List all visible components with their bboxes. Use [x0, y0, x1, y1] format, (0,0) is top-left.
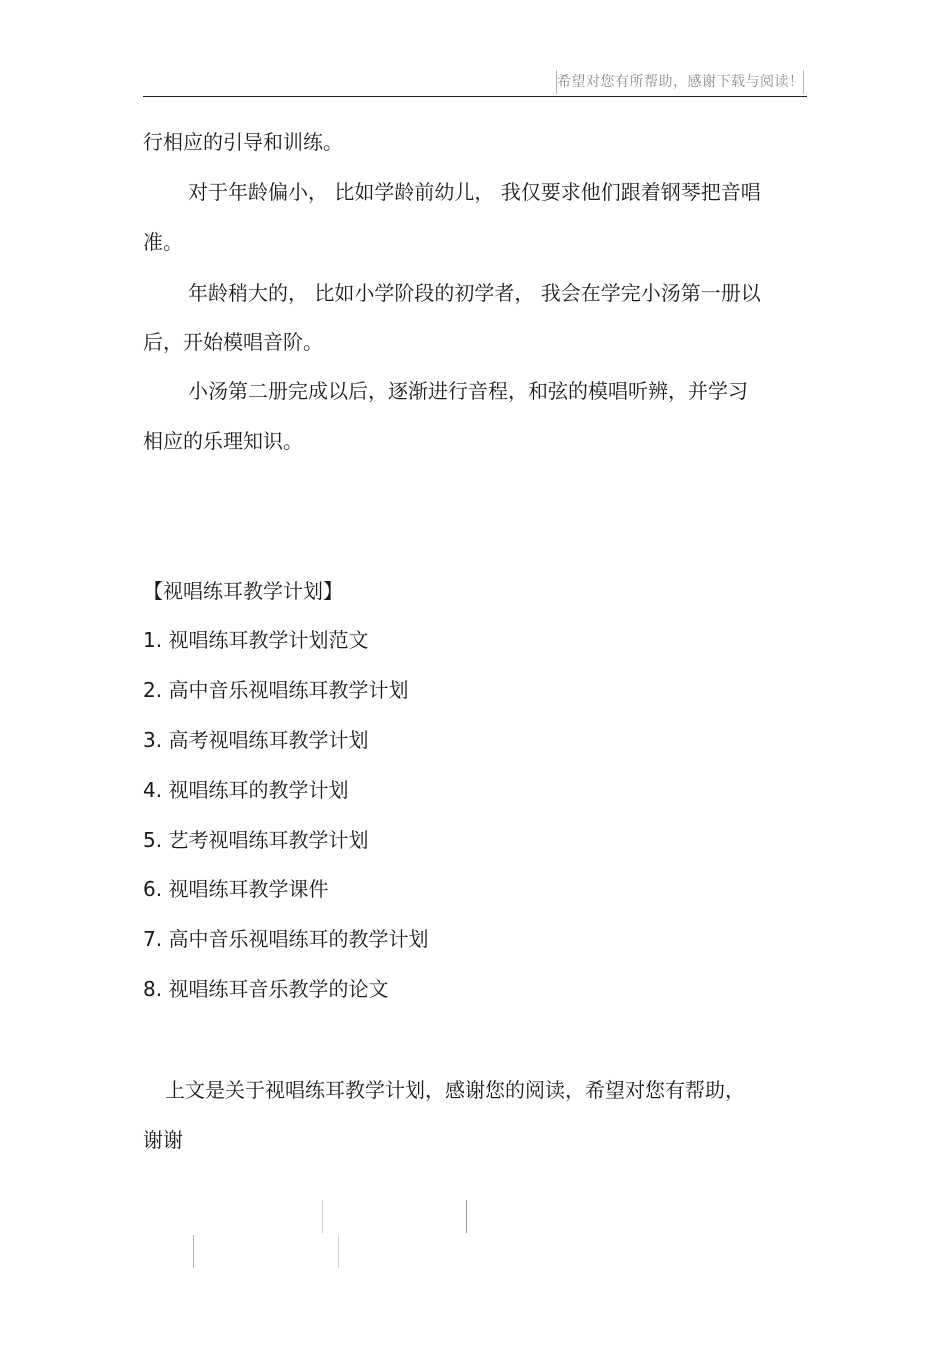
closing-line: 谢谢	[143, 1128, 183, 1152]
scan-mark	[193, 1235, 194, 1268]
body-line: 年龄稍大的， 比如小学阶段的初学者， 我会在学完小汤第一册以	[188, 281, 761, 305]
header-note: 希望对您有所帮助，感谢下载与阅读！	[556, 70, 804, 94]
related-item[interactable]: 2. 高中音乐视唱练耳教学计划	[143, 678, 409, 702]
header-rule	[143, 96, 807, 97]
body-line: 相应的乐理知识。	[143, 429, 303, 453]
scan-mark	[466, 1200, 467, 1233]
body-line: 后，开始模唱音阶。	[143, 330, 323, 354]
related-item[interactable]: 7. 高中音乐视唱练耳的教学计划	[143, 927, 429, 951]
body-line: 小汤第二册完成以后，逐渐进行音程，和弦的模唱听辨，并学习	[188, 379, 748, 403]
body-line: 准。	[143, 230, 183, 254]
related-item[interactable]: 6. 视唱练耳教学课件	[143, 877, 329, 901]
related-item[interactable]: 8. 视唱练耳音乐教学的论文	[143, 977, 389, 1001]
closing-line: 上文是关于视唱练耳教学计划，感谢您的阅读，希望对您有帮助，	[165, 1078, 745, 1102]
body-line: 对于年龄偏小， 比如学龄前幼儿， 我仅要求他们跟着钢琴把音唱	[188, 180, 761, 204]
related-heading: 【视唱练耳教学计划】	[143, 579, 343, 603]
scan-mark	[338, 1235, 339, 1268]
related-item[interactable]: 4. 视唱练耳的教学计划	[143, 778, 349, 802]
related-item[interactable]: 1. 视唱练耳教学计划范文	[143, 628, 369, 652]
scan-mark	[322, 1200, 323, 1233]
related-item[interactable]: 3. 高考视唱练耳教学计划	[143, 728, 369, 752]
related-item[interactable]: 5. 艺考视唱练耳教学计划	[143, 828, 369, 852]
body-line: 行相应的引导和训练。	[143, 130, 343, 154]
